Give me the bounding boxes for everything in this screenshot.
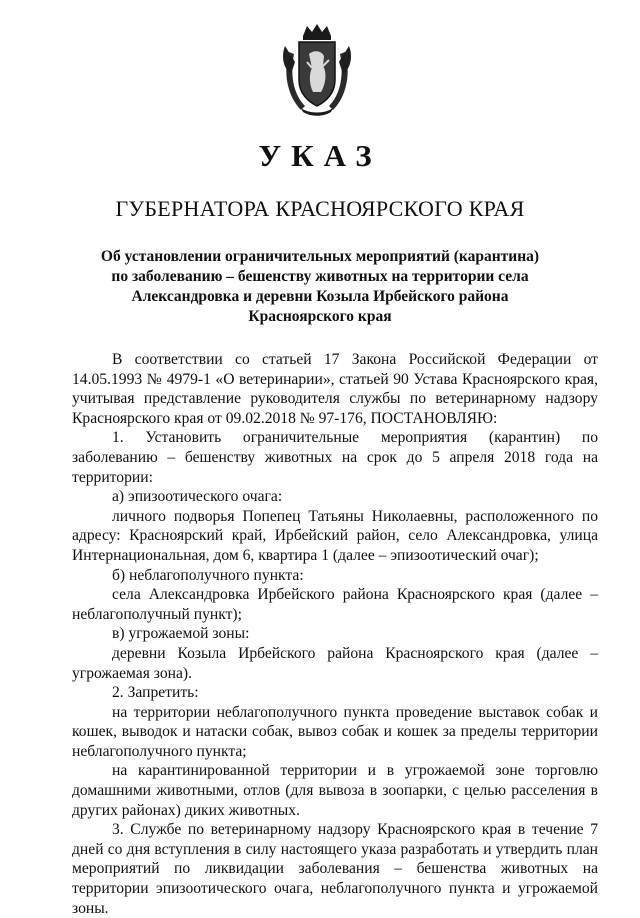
heading-line: Красноярского края xyxy=(248,308,392,325)
heading-line: Об установлении ограничительных мероприятий (карантина) xyxy=(100,248,540,265)
paragraph-subitem-c-text: деревни Козыла Ирбейского района Красноярского края (далее – угрожаемая зона). xyxy=(72,644,598,682)
paragraph-subitem-a: а) эпизоотического очага: xyxy=(112,488,283,506)
paragraph-item-2: 2. Запретить: xyxy=(112,684,199,702)
paragraph-item-3: 3. Службе по ветеринарному надзору Красноярского края в течение 7 дней со дня вступления в силу настоящего указа разработать и утвердить план мероприятий по ликвидации заболевания – бешенства животных на территории эпизоотического очага, неблагополучного пункта и угрожаемой зоны. xyxy=(72,821,598,917)
coat-of-arms-icon xyxy=(279,22,355,118)
paragraph-preamble: В соответствии со статьей 17 Закона Российской Федерации от 14.05.1993 № 4979-1 «О ветеринарии», статьей 90 Устава Красноярского края, учитывая представление руководителя службы по ветеринарному надзору Красноярского края от 09.02.2018 № 97-176, ПОСТАНОВЛЯЮ: xyxy=(72,351,598,427)
paragraph-item-2-text-2: на карантинированной территории и в угрожаемой зоне торговлю домашними животными, отлов (для вывоза в зоопарки, с целью расселения в других районах) диких животных. xyxy=(72,762,598,819)
paragraph-item-1: 1. Установить ограничительные мероприятия (карантин) по заболеванию – бешенству животных на срок до 5 апреля 2018 года на территории: xyxy=(72,429,598,486)
heading-line: по заболеванию – бешенству животных на территории села xyxy=(111,268,529,285)
document-title: УКАЗ xyxy=(258,138,382,173)
paragraph-subitem-c: в) угрожаемой зоны: xyxy=(112,625,250,643)
document-subtitle: ГУБЕРНАТОРА КРАСНОЯРСКОГО КРАЯ xyxy=(115,196,525,221)
decree-heading xyxy=(70,247,570,327)
paragraph-item-2-text-1: на территории неблагополучного пункта проведение выставок собак и кошек, выводок и натаски собак, вывоз собак и кошек за пределы территории неблагополучного пункта; xyxy=(72,703,598,760)
paragraph-subitem-b-text: села Александровка Ирбейского района Красноярского края (далее – неблагополучный пункт); xyxy=(72,586,598,623)
paragraph-subitem-a-text: личного подворья Попепец Татьяны Николаевны, расположенного по адресу: Красноярский край, Ирбейский район, село Александровка, улица Интернациональная, дом 6, квартира 1 (далее – эпизоотический очаг); xyxy=(72,507,598,564)
paragraph-subitem-b: б) неблагополучного пункта: xyxy=(112,566,304,584)
heading-line: Александровка и деревни Козыла Ирбейского района xyxy=(131,288,509,305)
decree-body xyxy=(72,350,598,918)
